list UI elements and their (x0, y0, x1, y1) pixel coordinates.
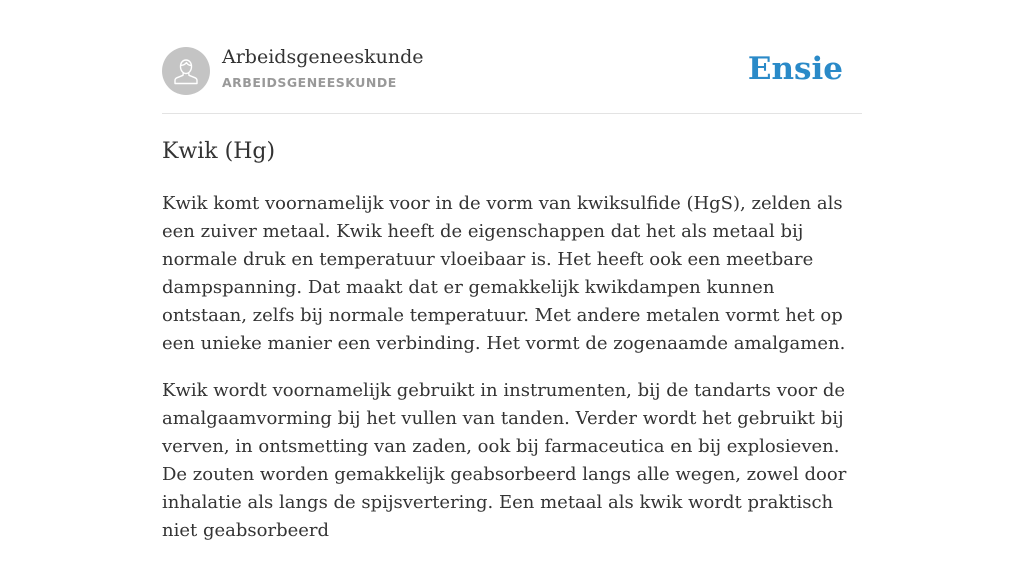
article-paragraph-1: Kwik komt voornamelijk voor in de vorm van kwiksulfide (HgS), zelden als een zuiver metaal. Kwik heeft de eigenschappen dat het als metaal bij normale druk en temperatuur vloeibaar is. Het heeft ook een meetbare dampspanning. Dat maakt dat er gemakkelijk kwikdampen kunnen ontstaan, zelfs bij normale temperatuur. Met andere metalen vormt het op een unieke manier een verbinding. Het vormt de zogenaamde amalgamen. (162, 193, 846, 354)
author-category[interactable]: ARBEIDSGENEESKUNDE (222, 75, 397, 90)
article-title: Kwik (Hg) (162, 139, 276, 164)
article-paragraph-2: Kwik wordt voornamelijk gebruikt in instrumenten, bij de tandarts voor de amalgaamvorming bij het vullen van tanden. Verder wordt het gebruikt bij verven, in ontsmetting van zaden, ook bij farmaceutica en bij explosieven. De zouten worden gemakkelijk geabsorbeerd langs alle wegen, zowel door inhalatie als langs de spijsvertering. Een metaal als kwik wordt praktisch niet geabsorbeerd (162, 380, 847, 541)
article-header (162, 0, 862, 114)
article-container (162, 0, 862, 541)
author-name[interactable]: Arbeidsgeneeskunde (222, 46, 424, 68)
brand-logo-link[interactable]: Ensie (747, 51, 843, 87)
user-silhouette-icon (162, 47, 210, 95)
author-avatar[interactable] (162, 47, 210, 95)
article-body (162, 190, 862, 564)
